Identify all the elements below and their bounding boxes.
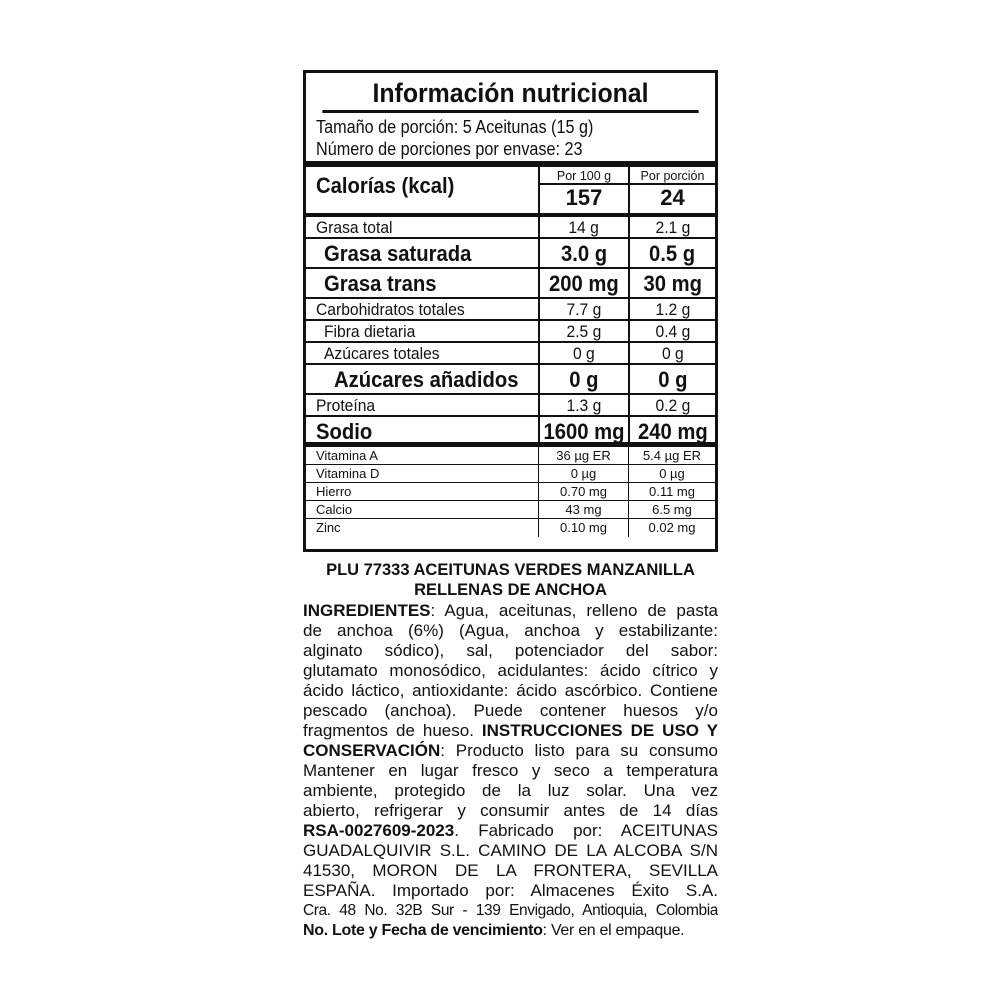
instructions-heading-b: CONSERVACIÓN	[303, 741, 441, 760]
product-text-block	[303, 560, 718, 941]
text-line: No. Lote y Fecha de vencimiento: Ver en el empaque.	[303, 922, 685, 939]
calories-per-100g: 157	[565, 185, 603, 210]
calories-label: Calorías (kcal)	[316, 173, 455, 198]
product-name-line-2: RELLENAS DE ANCHOA	[414, 581, 607, 599]
instructions-heading-a: INSTRUCCIONES DE USO Y	[481, 721, 718, 740]
product-name	[303, 560, 718, 600]
text-line: fragmentos de hueso. INSTRUCCIONES DE USO Y	[303, 721, 718, 740]
servings-per-container: Número de porciones por envase: 23	[316, 139, 583, 159]
nutrient-row-protein: Proteína 1.3 g 0.2 g	[306, 395, 715, 417]
nutrient-row-saturated-fat: Grasa saturada 3.0 g 0.5 g	[306, 239, 715, 269]
mineral-row-iron: Hierro 0.70 mg 0.11 mg	[306, 483, 715, 501]
serving-info	[306, 113, 715, 167]
label-title: Información nutricional	[322, 73, 698, 113]
lot-heading: No. Lote y Fecha de vencimiento	[303, 922, 543, 939]
nutrient-row-trans-fat: Grasa trans 200 mg 30 mg	[306, 269, 715, 299]
nutrition-facts-label	[303, 70, 718, 552]
col-per-100g-header: Por 100 g	[540, 167, 628, 185]
nutrient-row-total-fat: Grasa total 14 g 2.1 g	[306, 217, 715, 239]
text-line: RSA-0027609-2023. Fabricado por: ACEITUNAS	[303, 821, 718, 840]
text-line: ESPAÑA. Importado por: Almacenes Éxito S.A.	[303, 881, 718, 900]
calories-row	[306, 167, 715, 217]
rsa-code: RSA-0027609-2023	[303, 821, 455, 840]
nutrient-row-added-sugars: Azúcares añadidos 0 g 0 g	[306, 365, 715, 395]
text-line: pescado (anchoa). Puede contener huesos y/o	[303, 701, 718, 720]
text-line: INGREDIENTES: Agua, aceitunas, relleno de pasta	[303, 601, 718, 620]
text-line: de anchoa (6%) (Agua, anchoa y estabilizante:	[303, 621, 718, 640]
text-line: 41530, MORON DE LA FRONTERA, SEVILLA	[303, 861, 718, 880]
vitamin-row-d: Vitamina D 0 µg 0 µg	[306, 465, 715, 483]
text-line: GUADALQUIVIR S.L. CAMINO DE LA ALCOBA S/N	[303, 841, 718, 860]
text-line: glutamato monosódico, acidulantes: ácido cítrico y	[303, 661, 718, 680]
text-line: alginato sódico), sal, potenciador del sabor:	[303, 641, 718, 660]
product-name-line-1: PLU 77333 ACEITUNAS VERDES MANZANILLA	[326, 561, 695, 579]
ingredients-heading: INGREDIENTES	[303, 601, 431, 620]
nutrient-row-fiber: Fibra dietaria 2.5 g 0.4 g	[306, 321, 715, 343]
nutrient-row-total-sugars: Azúcares totales 0 g 0 g	[306, 343, 715, 365]
col-per-serving-header: Por porción	[630, 167, 715, 185]
mineral-row-calcium: Calcio 43 mg 6.5 mg	[306, 501, 715, 519]
text-line: ambiente, protegido de la luz solar. Una vez	[303, 781, 718, 800]
mineral-row-zinc: Zinc 0.10 mg 0.02 mg	[306, 519, 715, 537]
vitamins-section	[306, 447, 715, 537]
nutrient-row-carbohydrates: Carbohidratos totales 7.7 g 1.2 g	[306, 299, 715, 321]
text-line: Cra. 48 No. 32B Sur - 139 Envigado, Antioquia, Colombia	[303, 902, 718, 919]
vitamin-row-a: Vitamina A 36 µg ER 5.4 µg ER	[306, 447, 715, 465]
text-line: CONSERVACIÓN: Producto listo para su consumo	[303, 741, 718, 760]
calories-per-serving: 24	[660, 185, 685, 210]
text-line: ácido láctico, antioxidante: ácido ascórbico. Contiene	[303, 681, 718, 700]
text-line: Mantener en lugar fresco y seco a temperatura	[303, 761, 718, 780]
nutrient-row-sodium: Sodio 1600 mg 240 mg	[306, 417, 715, 447]
text-line: abierto, refrigerar y consumir antes de 14 días	[303, 801, 718, 820]
ingredients-paragraph	[303, 601, 718, 941]
serving-size: Tamaño de porción: 5 Aceitunas (15 g)	[316, 117, 594, 137]
